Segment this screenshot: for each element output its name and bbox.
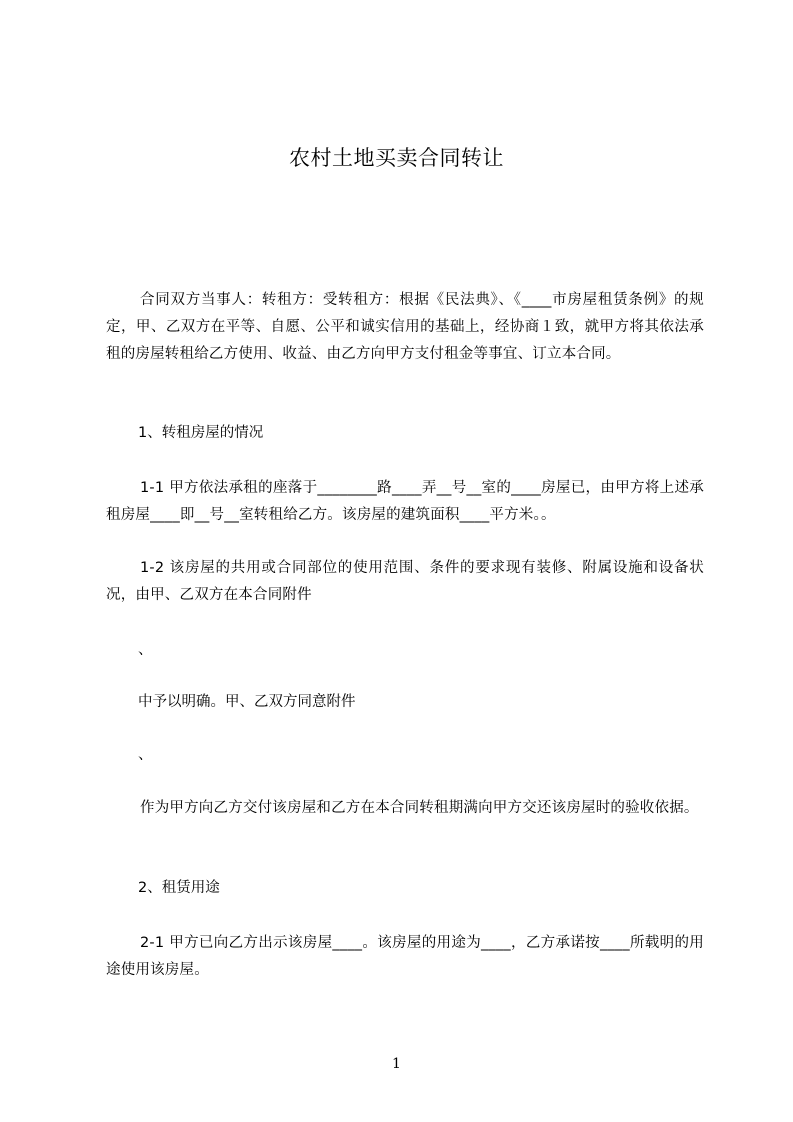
document-title: 农村土地买卖合同转让 bbox=[289, 146, 504, 170]
intro-paragraph: 合同双方当事人：转租方：受转租方：根据《民法典》、《____市房屋租赁条例》的规定，甲、乙双方在平等、自愿、公平和诚实信用的基础上，经协商１致，就甲方将其依法承租的房屋转租给乙方使用、收益、由乙方向甲方支付租金等事宜、订立本合同。 bbox=[106, 292, 704, 362]
clause-1-1: 1-1 甲方依法承租的座落于________路____弄__号__室的____房屋已，由甲方将上述承租房屋____即__号__室转租给乙方。该房屋的建筑面积____平方米。。 bbox=[106, 480, 704, 523]
clause-1-2c: 作为甲方向乙方交付该房屋和乙方在本合同转租期满向甲方交还该房屋时的验收依据。 bbox=[140, 800, 699, 816]
clause-1-2b: 中予以明确。甲、乙双方同意附件 bbox=[138, 694, 356, 710]
clause-1-2: 1-2 该房屋的共用或合同部位的使用范围、条件的要求现有装修、附属设施和设备状况，由甲、乙双方在本合同附件 bbox=[106, 560, 704, 603]
clause-2-1: 2-1 甲方已向乙方出示该房屋____。该房屋的用途为____，乙方承诺按____所载明的用途使用该房屋。 bbox=[106, 935, 704, 978]
page-number: 1 bbox=[392, 1056, 401, 1072]
section-1-heading: 1、转租房屋的情况 bbox=[138, 425, 264, 441]
section-2-heading: 2、租赁用途 bbox=[138, 880, 220, 896]
mark-1: 、 bbox=[138, 642, 153, 658]
mark-2: 、 bbox=[138, 747, 153, 763]
